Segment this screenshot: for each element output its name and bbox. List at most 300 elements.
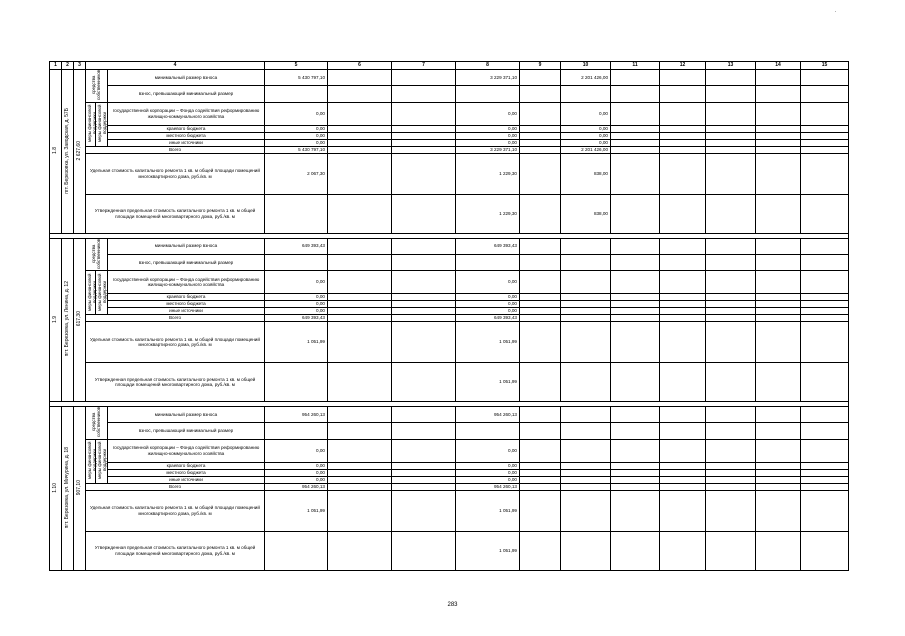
empty-cell [756,132,801,139]
empty-cell [328,102,392,125]
row-label: Утвержденная предельная стоимость капитального ремонта 1 кв. м общей площади помещений многоквартирного дома, руб./кв. м [86,194,265,233]
row-label: Удельная стоимость капитального ремонта 1 кв. м общей площади помещений многоквартирного дома, руб./кв. м [86,490,265,531]
empty-cell [611,407,660,423]
empty-cell [520,301,561,308]
table-row [50,139,849,146]
area-text: 907,10 [75,479,82,496]
table-row [50,146,849,153]
table-row [50,271,849,294]
table-row [50,125,849,132]
empty-cell [328,407,392,423]
header-cell: 7 [392,62,456,70]
value-cell [561,294,611,301]
empty-cell [660,531,706,570]
table-row [50,423,849,439]
empty-cell [706,363,756,402]
empty-cell [706,315,756,322]
empty-cell [611,439,660,462]
empty-cell [392,139,456,146]
empty-cell [561,423,611,439]
empty-cell [801,271,849,294]
empty-cell [611,254,660,270]
support-label-text: меры финансовой поддержки [87,441,97,480]
empty-cell [520,531,561,570]
empty-cell [801,146,849,153]
header-cell: 13 [706,62,756,70]
empty-cell [660,132,706,139]
support-label-text: меры финансовой поддержки [87,273,97,311]
table-row [50,322,849,363]
empty-cell [660,462,706,469]
value-cell: 0,00 [456,102,520,125]
empty-cell [801,462,849,469]
empty-cell [801,315,849,322]
empty-cell [328,322,392,363]
empty-cell [265,254,328,270]
empty-cell [801,423,849,439]
empty-cell [520,194,561,233]
empty-cell [328,315,392,322]
empty-cell [801,322,849,363]
empty-cell [520,423,561,439]
empty-cell [756,407,801,423]
empty-cell [611,153,660,194]
empty-cell [392,132,456,139]
empty-cell [520,70,561,86]
value-cell [561,363,611,402]
address [62,407,74,571]
support-sublabel-text: меры финансовой поддержки [97,441,107,480]
support-sublabel [96,439,108,483]
row-label: краевого бюджета [108,462,265,469]
empty-cell [328,462,392,469]
value-cell: 0,00 [265,102,328,125]
value-cell: 0,00 [456,125,520,132]
value-cell: 3 229 371,10 [456,70,520,86]
empty-cell [611,308,660,315]
empty-cell [756,153,801,194]
row-number-text: 1.10 [51,482,58,493]
empty-cell [328,490,392,531]
empty-cell [706,70,756,86]
row-label: иные источники [108,308,265,315]
empty-cell [520,146,561,153]
empty-cell [756,308,801,315]
empty-cell [328,238,392,254]
empty-cell [660,483,706,490]
empty-cell [520,153,561,194]
empty-cell [756,125,801,132]
table-row [50,132,849,139]
empty-cell [706,462,756,469]
owners-funds-label-text: средства собственников [90,69,101,101]
row-label: государственной корпорации – Фонда содействия реформированию жилищно-коммунального хозяйства [108,439,265,462]
empty-cell [706,476,756,483]
row-label: Утвержденная предельная стоимость капитального ремонта 1 кв. м общей площади помещений многоквартирного дома, руб./кв. м [86,363,265,402]
support-label-text: меры финансовой поддержки [87,104,97,143]
empty-cell [392,483,456,490]
support-sublabel [96,102,108,146]
support-label [86,439,96,483]
value-cell: 1 051,99 [265,490,328,531]
empty-cell [328,194,392,233]
row-label: иные источники [108,139,265,146]
empty-cell [660,139,706,146]
empty-cell [756,490,801,531]
table-row [50,70,849,86]
value-cell: 0,00 [456,139,520,146]
empty-cell [706,490,756,531]
address [62,70,74,234]
value-cell: 0,00 [456,439,520,462]
table-row [50,102,849,125]
empty-cell [392,294,456,301]
empty-cell [611,490,660,531]
empty-cell [328,70,392,86]
empty-cell [392,531,456,570]
empty-cell [801,194,849,233]
empty-cell [660,363,706,402]
empty-cell [520,102,561,125]
empty-cell [756,462,801,469]
empty-cell [520,363,561,402]
support-sublabel-text: меры финансовой поддержки [97,273,107,311]
empty-cell [660,102,706,125]
empty-cell [392,423,456,439]
empty-cell [392,469,456,476]
table-row [50,469,849,476]
value-cell: 0,00 [456,462,520,469]
empty-cell [265,86,328,102]
owners-funds-label-text: средства собственников [90,238,101,269]
row-number-text: 1.8 [51,147,58,155]
value-cell: 0,00 [265,294,328,301]
value-cell: 0,00 [456,301,520,308]
empty-cell [756,423,801,439]
empty-cell [328,423,392,439]
value-cell: 838,00 [561,194,611,233]
empty-cell [756,146,801,153]
data-table [49,61,849,571]
empty-cell [392,254,456,270]
empty-cell [660,439,706,462]
table-row [50,254,849,270]
empty-cell [392,125,456,132]
empty-cell [756,102,801,125]
value-cell [561,238,611,254]
row-label: Всего [86,483,265,490]
empty-cell [756,70,801,86]
empty-cell [660,301,706,308]
empty-cell [801,490,849,531]
empty-cell [801,301,849,308]
header-row [50,62,849,70]
row-label: минимальный размер взноса [108,70,265,86]
empty-cell [328,146,392,153]
empty-cell [328,483,392,490]
value-cell [561,439,611,462]
header-cell: 8 [456,62,520,70]
table-row [50,86,849,102]
empty-cell [520,407,561,423]
value-cell [561,483,611,490]
empty-cell [706,125,756,132]
value-cell: 1 229,30 [456,153,520,194]
support-sublabel-text: меры финансовой поддержки [97,104,107,143]
empty-cell [611,70,660,86]
empty-cell [328,531,392,570]
empty-cell [611,423,660,439]
empty-cell [706,254,756,270]
value-cell: 954 260,13 [456,407,520,423]
table-row [50,476,849,483]
value-cell: 0,00 [265,301,328,308]
empty-cell [801,469,849,476]
empty-cell [706,301,756,308]
empty-cell [392,86,456,102]
empty-cell [328,153,392,194]
value-cell: 2 067,30 [265,153,328,194]
empty-cell [660,423,706,439]
empty-cell [660,469,706,476]
row-label: Удельная стоимость капитального ремонта 1 кв. м общей площади помещений многоквартирного дома, руб./кв. м [86,322,265,363]
area [74,407,86,571]
row-label: взнос, превышающий минимальный размер [108,86,265,102]
value-cell: 649 393,43 [456,238,520,254]
empty-cell [328,363,392,402]
empty-cell [756,271,801,294]
empty-cell [706,86,756,102]
value-cell: 2 201 426,00 [561,70,611,86]
empty-cell [611,315,660,322]
header-cell: 5 [265,62,328,70]
value-cell: 0,00 [561,139,611,146]
empty-cell [801,439,849,462]
empty-cell [392,476,456,483]
empty-cell [328,86,392,102]
corner-mark: . [835,8,837,14]
value-cell: 0,00 [265,476,328,483]
value-cell: 954 260,13 [265,407,328,423]
value-cell: 0,00 [265,132,328,139]
empty-cell [660,476,706,483]
table-row [50,407,849,423]
area-text: 2 627,60 [75,140,82,161]
empty-cell [801,70,849,86]
row-label: Утвержденная предельная стоимость капитального ремонта 1 кв. м общей площади помещений многоквартирного дома, руб./кв. м [86,531,265,570]
empty-cell [328,125,392,132]
empty-cell [456,254,520,270]
empty-cell [520,271,561,294]
empty-cell [756,254,801,270]
value-cell [265,363,328,402]
empty-cell [660,490,706,531]
value-cell [561,476,611,483]
empty-cell [801,139,849,146]
empty-cell [611,294,660,301]
empty-cell [801,363,849,402]
header-cell: 11 [611,62,660,70]
empty-cell [392,70,456,86]
table-row [50,308,849,315]
empty-cell [611,483,660,490]
header-cell: 14 [756,62,801,70]
empty-cell [611,146,660,153]
header-cell: 2 [62,62,74,70]
table-row [50,462,849,469]
capital-repair-table [49,61,848,571]
empty-cell [756,483,801,490]
row-number [50,407,62,571]
empty-cell [392,301,456,308]
empty-cell [706,102,756,125]
address-text: пгт. Березовка, ул. Мичурина, д. 18 [63,446,70,529]
empty-cell [392,308,456,315]
address-text: пгт. Березовка, ул. Ленина, д. 12 [63,281,70,357]
empty-cell [660,407,706,423]
empty-cell [660,194,706,233]
empty-cell [660,315,706,322]
empty-cell [706,271,756,294]
empty-cell [611,531,660,570]
row-label: взнос, превышающий минимальный размер [108,254,265,270]
empty-cell [801,531,849,570]
empty-cell [611,139,660,146]
row-number [50,238,62,402]
row-label: Всего [86,146,265,153]
value-cell: 0,00 [561,125,611,132]
empty-cell [706,146,756,153]
empty-cell [706,294,756,301]
empty-cell [392,407,456,423]
address-text: пгт. Березовка, ул. Заводская, д. 57Б [63,107,70,194]
empty-cell [706,139,756,146]
value-cell: 0,00 [561,132,611,139]
row-label: краевого бюджета [108,125,265,132]
empty-cell [801,153,849,194]
empty-cell [328,132,392,139]
value-cell: 838,00 [561,153,611,194]
table-row [50,238,849,254]
owners-funds-label [86,407,108,440]
empty-cell [328,139,392,146]
empty-cell [801,407,849,423]
empty-cell [520,139,561,146]
empty-cell [801,102,849,125]
header-cell: 15 [801,62,849,70]
empty-cell [456,86,520,102]
table-row [50,194,849,233]
value-cell [561,407,611,423]
address [62,238,74,402]
table-row [50,531,849,570]
value-cell: 1 051,99 [456,322,520,363]
empty-cell [660,308,706,315]
row-number-text: 1.9 [51,315,58,323]
empty-cell [611,271,660,294]
empty-cell [328,439,392,462]
value-cell: 1 051,99 [456,531,520,570]
empty-cell [328,469,392,476]
table-row [50,439,849,462]
value-cell: 1 051,99 [456,363,520,402]
value-cell: 0,00 [456,476,520,483]
row-label: местного бюджета [108,132,265,139]
value-cell: 5 430 797,10 [265,70,328,86]
area [74,238,86,402]
empty-cell [801,308,849,315]
empty-cell [706,423,756,439]
empty-cell [801,254,849,270]
empty-cell [611,469,660,476]
empty-cell [392,153,456,194]
row-label: взнос, превышающий минимальный размер [108,423,265,439]
value-cell [561,308,611,315]
value-cell: 1 051,99 [456,490,520,531]
empty-cell [520,476,561,483]
value-cell [561,490,611,531]
empty-cell [520,238,561,254]
empty-cell [756,238,801,254]
empty-cell [520,490,561,531]
value-cell: 0,00 [265,439,328,462]
value-cell: 0,00 [456,308,520,315]
empty-cell [801,483,849,490]
empty-cell [756,294,801,301]
value-cell: 5 430 797,10 [265,146,328,153]
empty-cell [611,462,660,469]
empty-cell [392,238,456,254]
empty-cell [520,294,561,301]
row-label: минимальный размер взноса [108,238,265,254]
value-cell [265,194,328,233]
empty-cell [520,86,561,102]
value-cell: 0,00 [456,469,520,476]
empty-cell [706,308,756,315]
empty-cell [801,476,849,483]
empty-cell [520,315,561,322]
table-row [50,483,849,490]
empty-cell [392,315,456,322]
value-cell [561,462,611,469]
empty-cell [328,271,392,294]
table-row [50,153,849,194]
value-cell [265,531,328,570]
value-cell: 0,00 [265,308,328,315]
empty-cell [520,439,561,462]
area [74,70,86,234]
empty-cell [392,102,456,125]
row-label: государственной корпорации – Фонда содействия реформированию жилищно-коммунального хозяйства [108,102,265,125]
empty-cell [561,254,611,270]
empty-cell [520,469,561,476]
table-row [50,301,849,308]
empty-cell [756,194,801,233]
value-cell: 3 229 371,10 [456,146,520,153]
row-number [50,70,62,234]
support-label [86,271,96,315]
empty-cell [756,531,801,570]
row-label: минимальный размер взноса [108,407,265,423]
empty-cell [520,308,561,315]
value-cell [561,531,611,570]
empty-cell [706,194,756,233]
empty-cell [328,294,392,301]
empty-cell [660,254,706,270]
empty-cell [660,70,706,86]
empty-cell [611,363,660,402]
table-row [50,363,849,402]
